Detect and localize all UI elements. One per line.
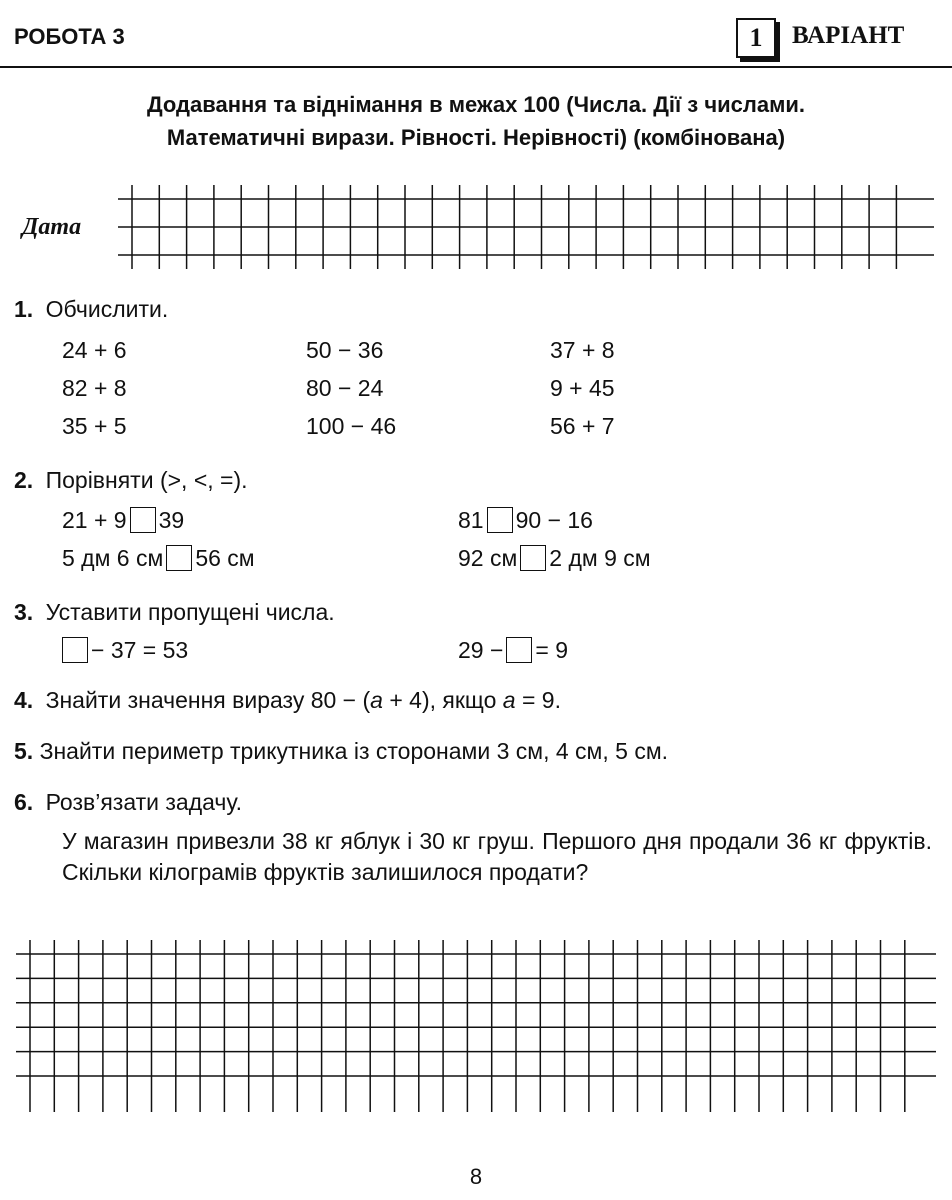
compare-1	[62, 506, 184, 534]
compare-4	[458, 544, 651, 572]
compare-2	[458, 506, 593, 534]
compare-4-left: 92 см	[458, 545, 518, 571]
work-title: РОБОТА 3	[14, 24, 125, 49]
answer-box[interactable]	[487, 507, 513, 533]
expr-2-2: 80 − 24	[306, 375, 384, 401]
task-6-text: Розв’язати задачу.	[45, 789, 242, 815]
task-5-number: 5.	[14, 738, 34, 764]
task-6	[14, 788, 242, 816]
task-4-var: a	[370, 687, 383, 713]
variant-label: ВАРІАНТ	[792, 22, 905, 49]
expr-3-2: 100 − 46	[306, 413, 397, 439]
task-1	[14, 295, 168, 323]
compare-2-right: 90 − 16	[515, 507, 593, 533]
page-title	[0, 88, 952, 154]
task-2-text: Порівняти (>, <, =).	[45, 467, 248, 493]
variant-number-box: 1	[736, 18, 776, 58]
missing-1	[59, 636, 188, 664]
compare-1-right: 39	[158, 507, 185, 533]
answer-box[interactable]	[130, 507, 156, 533]
header-rule	[0, 66, 952, 68]
missing-2-left: 29 −	[458, 637, 504, 663]
answer-box[interactable]	[166, 545, 192, 571]
task-4-text-a: Знайти значення виразу 80 − (	[45, 687, 371, 713]
compare-2-left: 81	[458, 507, 484, 533]
task-2	[14, 466, 248, 494]
task-4-text-b: + 4), якщо	[382, 687, 503, 713]
answer-box[interactable]	[506, 637, 532, 663]
task-1-number: 1.	[14, 296, 34, 322]
task-3-number: 3.	[14, 599, 34, 625]
date-grid[interactable]	[118, 185, 934, 269]
missing-2-right: = 9	[535, 637, 569, 663]
task-1-text: Обчислити.	[45, 296, 169, 322]
expr-1-2: 50 − 36	[306, 337, 384, 363]
page-title-line-2: Математичні вирази. Рівності. Нерівності) (комбінована)	[166, 125, 786, 150]
task-4-number: 4.	[14, 687, 34, 713]
page-number: 8	[469, 1164, 483, 1189]
task-5-text: Знайти периметр трикутника із сторонами 3 см, 4 см, 5 см.	[39, 738, 669, 764]
compare-3-right: 56 см	[195, 545, 255, 571]
compare-1-left: 21 + 9	[62, 507, 127, 533]
task-4-var: a	[502, 687, 516, 713]
answer-box[interactable]	[520, 545, 546, 571]
answer-grid[interactable]	[16, 940, 936, 1112]
expr-1-1: 24 + 6	[62, 337, 127, 363]
missing-1-rest: − 37 = 53	[91, 637, 189, 663]
task-4	[14, 686, 561, 714]
task-6-number: 6.	[14, 789, 34, 815]
task-6-problem: У магазин привезли 38 кг яблук і 30 кг груш. Першого дня продали 36 кг фруктів. Скільки кілограмів фруктів залишилося продати?	[62, 828, 932, 885]
expr-1-3: 37 + 8	[550, 337, 615, 363]
expr-2-1: 82 + 8	[62, 375, 127, 401]
compare-3	[62, 544, 255, 572]
expr-2-3: 9 + 45	[550, 375, 615, 401]
page-title-line-1: Додавання та віднімання в межах 100 (Числа. Дії з числами.	[146, 92, 806, 117]
expr-3-3: 56 + 7	[550, 413, 615, 439]
date-label: Дата	[22, 214, 82, 240]
task-2-number: 2.	[14, 467, 34, 493]
answer-box[interactable]	[62, 637, 88, 663]
task-3	[14, 598, 335, 626]
task-4-text-c: = 9.	[515, 687, 561, 713]
expr-3-1: 35 + 5	[62, 413, 127, 439]
compare-3-left: 5 дм 6 см	[62, 545, 164, 571]
task-5	[14, 737, 668, 765]
compare-4-right: 2 дм 9 см	[549, 545, 651, 571]
task-3-text: Уставити пропущені числа.	[45, 599, 335, 625]
missing-2	[458, 636, 568, 664]
